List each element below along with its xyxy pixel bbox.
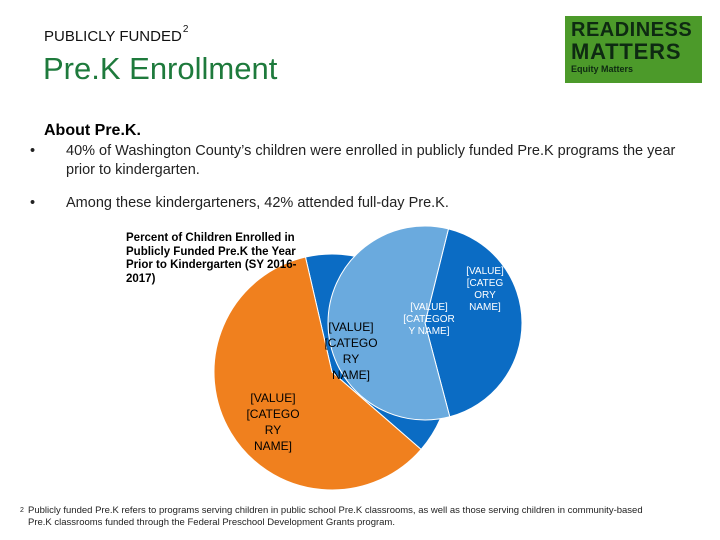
kicker-text: PUBLICLY FUNDED [44, 28, 182, 45]
pie-data-label: [VALUE] [CATEGO RY NAME] [246, 391, 300, 453]
page-title: Pre.K Enrollment [43, 51, 278, 86]
bullet-text: 40% of Washington County’s children were enrolled in publicly funded Pre.K programs the year prior to kindergarten. [66, 143, 676, 178]
pie-data-label: [VALUE] [CATEGOR Y NAME] [403, 302, 455, 337]
logo-line-1: READINESS [571, 19, 693, 41]
logo-line-3: Equity Matters [571, 64, 634, 74]
footnote-number: 2 [20, 507, 24, 514]
pie-data-label: [VALUE] [CATEGO RY NAME] [324, 320, 378, 382]
footnote-ref: 2 [182, 24, 189, 35]
bullet-text: Among these kindergarteners, 42% attended full-day Pre.K. [66, 195, 449, 211]
bullet-dot: • [30, 143, 36, 159]
chart-title: Percent of Children Enrolled in Publicly Funded Pre.K the Year Prior to Kindergarten (SY 2016-2017) [126, 232, 297, 285]
bullet-dot: • [30, 195, 36, 211]
pie-data-label: [VALUE] [CATEG ORY NAME] [466, 266, 504, 313]
footnote-text: Publicly funded Pre.K refers to programs serving children in public school Pre.K classrooms, as well as those serving children in community-based Pre.K classrooms funded through the Federal Preschool Development Grants program. [28, 505, 643, 528]
logo-line-2: MATTERS [571, 39, 682, 64]
about-heading: About Pre.K. [44, 122, 141, 139]
